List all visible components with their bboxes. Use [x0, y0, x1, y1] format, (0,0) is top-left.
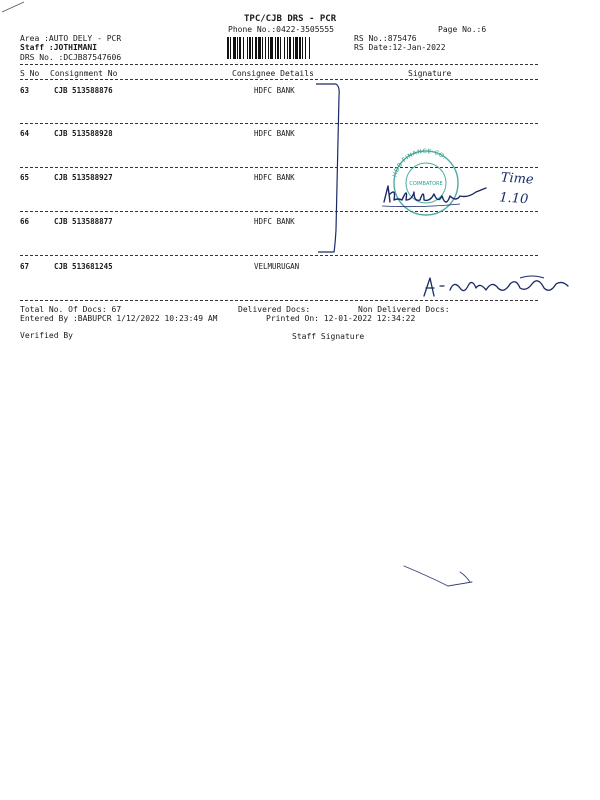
- handwritten-time-note: Time 1.10: [498, 170, 535, 208]
- barcode-bar: [262, 37, 263, 59]
- barcode-bar: [230, 37, 231, 59]
- stray-pen-mark: [400, 560, 480, 594]
- barcode-bar: [277, 37, 279, 59]
- row-sno: 66: [20, 217, 30, 226]
- column-header-signature: Signature: [408, 69, 452, 78]
- barcode-bar: [249, 37, 251, 59]
- barcode-bar: [287, 37, 288, 59]
- area-label: Area :AUTO DELY - PCR: [20, 34, 122, 43]
- row-sno: 67: [20, 262, 30, 271]
- divider: [20, 255, 538, 256]
- column-header-consignment: Consignment No: [50, 69, 118, 78]
- barcode-bar: [255, 37, 257, 59]
- rs-number: RS No.:875476: [354, 34, 417, 43]
- corner-mark: [0, 0, 30, 14]
- delivered-docs: Delivered Docs:: [238, 305, 311, 314]
- divider: [20, 64, 538, 65]
- handwritten-signature: [420, 272, 576, 302]
- phone-number: Phone No.:0422-3505555: [228, 25, 334, 34]
- barcode-bar: [280, 37, 281, 59]
- barcode-bar: [243, 37, 244, 59]
- page-number: Page No.:6: [438, 25, 487, 34]
- printed-on: Printed On: 12-01-2022 12:34:22: [266, 314, 416, 323]
- barcode-bar: [265, 37, 266, 59]
- barcode-bar: [227, 37, 229, 59]
- barcode: [226, 37, 344, 59]
- barcode-bar: [302, 37, 303, 59]
- barcode-bar: [258, 37, 261, 59]
- column-header-sno: S No: [20, 69, 40, 78]
- drs-number: DRS No. :DCJB87547606: [20, 53, 122, 62]
- stamp-text-center: COIMBATORE: [409, 181, 443, 187]
- barcode-bar: [247, 37, 248, 59]
- rs-date: RS Date:12-Jan-2022: [354, 43, 446, 52]
- column-header-consignee: Consignee Details: [232, 69, 314, 78]
- barcode-bar: [299, 37, 301, 59]
- row-consignee: HDFC BANK: [254, 217, 295, 226]
- barcode-bar: [252, 37, 253, 59]
- barcode-bar: [284, 37, 285, 59]
- barcode-bar: [239, 37, 241, 59]
- row-consignee: VELMURUGAN: [254, 262, 300, 271]
- verified-by: Verified By: [20, 331, 73, 340]
- page-title: TPC/CJB DRS - PCR: [244, 14, 337, 24]
- handwritten-signature: [380, 178, 500, 218]
- barcode-bar: [309, 37, 310, 59]
- row-consignment: CJB 513588877: [54, 217, 113, 226]
- row-sno: 64: [20, 129, 30, 138]
- bracket-line: [310, 80, 346, 260]
- divider: [20, 300, 538, 301]
- entered-by: Entered By :BABUPCR 1/12/2022 10:23:49 AM: [20, 314, 218, 323]
- row-consignment: CJB 513588927: [54, 173, 113, 182]
- barcode-bar: [268, 37, 269, 59]
- barcode-bar: [275, 37, 276, 59]
- row-consignment: CJB 513588876: [54, 86, 113, 95]
- non-delivered-docs: Non Delivered Docs:: [358, 305, 450, 314]
- divider: [20, 123, 538, 124]
- row-sno: 63: [20, 86, 30, 95]
- barcode-bar: [305, 37, 306, 59]
- row-consignment: CJB 513588928: [54, 129, 113, 138]
- divider: [20, 79, 538, 80]
- barcode-bar: [295, 37, 298, 59]
- barcode-bar: [289, 37, 291, 59]
- stamp-text-top: HDB FINANCE CO.: [391, 147, 448, 178]
- barcode-bar: [237, 37, 238, 59]
- barcode-bar: [233, 37, 236, 59]
- barcode-bar: [293, 37, 294, 59]
- staff-signature-label: Staff Signature: [292, 332, 365, 341]
- row-consignee: HDFC BANK: [254, 173, 295, 182]
- row-consignment: CJB 513681245: [54, 262, 113, 271]
- row-consignee: HDFC BANK: [254, 86, 295, 95]
- staff-label: Staff :JOTHIMANI: [20, 43, 98, 52]
- total-docs: Total No. Of Docs: 67: [20, 305, 122, 314]
- row-sno: 65: [20, 173, 30, 182]
- svg-text:HDB FINANCE CO.: [392, 148, 448, 178]
- row-consignee: HDFC BANK: [254, 129, 295, 138]
- barcode-bar: [270, 37, 273, 59]
